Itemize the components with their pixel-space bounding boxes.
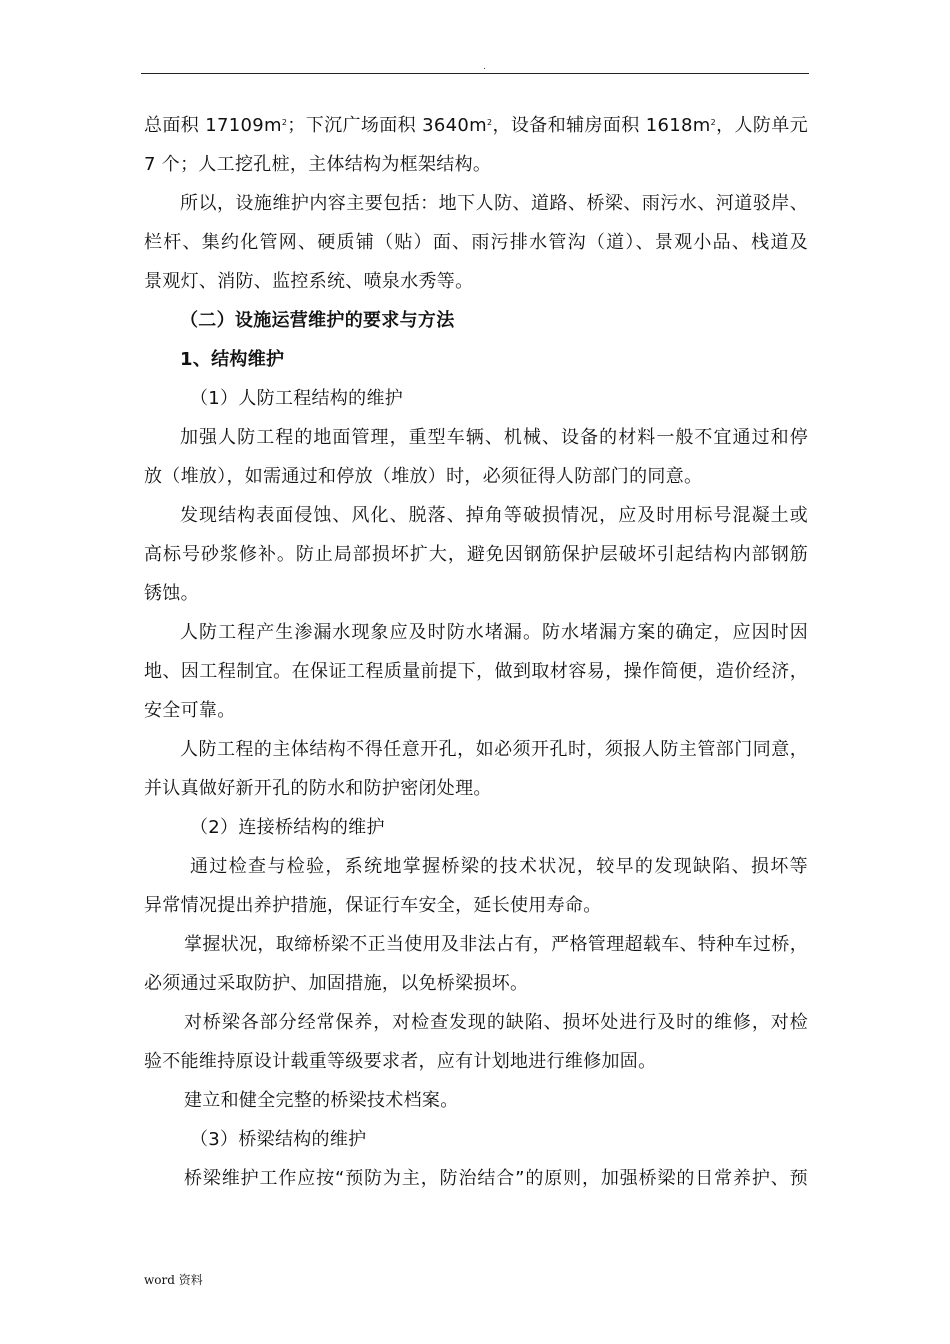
paragraph-line: 地、因工程制宜。在保证工程质量前提下，做到取材容易，操作简便，造价经济， <box>144 661 808 682</box>
paragraph-line: 掌握状况，取缔桥梁不正当使用及非法占有，严格管理超载车、特种车过桥， <box>184 934 808 955</box>
superscript: 2 <box>487 118 493 127</box>
subsection-heading: （1）人防工程结构的维护 <box>190 388 404 409</box>
paragraph-line: 放（堆放），如需通过和停放（堆放）时，必须征得人防部门的同意。 <box>144 466 703 487</box>
text-run: ；下沉广场面积 3640m <box>287 115 488 136</box>
paragraph-line: 人防工程产生渗漏水现象应及时防水堵漏。防水堵漏方案的确定，应因时因 <box>180 622 808 643</box>
paragraph-line: 人防工程的主体结构不得任意开孔，如必须开孔时，须报人防主管部门同意， <box>180 739 808 760</box>
paragraph-line: 通过检查与检验，系统地掌握桥梁的技术状况，较早的发现缺陷、损坏等 <box>190 856 808 877</box>
paragraph-line: 并认真做好新开孔的防水和防护密闭处理。 <box>144 778 492 799</box>
text-run: ，人防单元 <box>716 115 808 136</box>
subsection-heading: 1、结构维护 <box>180 349 285 370</box>
paragraph-line: 桥梁维护工作应按“预防为主，防治结合”的原则，加强桥梁的日常养护、预 <box>184 1168 808 1189</box>
header-rule <box>141 73 809 74</box>
paragraph-line: 安全可靠。 <box>144 700 236 721</box>
paragraph-line: 对桥梁各部分经常保养，对检查发现的缺陷、损坏处进行及时的维修，对检 <box>184 1012 808 1033</box>
paragraph-line: 7 个；人工挖孔桩，主体结构为框架结构。 <box>144 154 492 175</box>
paragraph-line: 发现结构表面侵蚀、风化、脱落、掉角等破损情况，应及时用标号混凝土或 <box>180 505 808 526</box>
section-heading: （二）设施运营维护的要求与方法 <box>180 310 455 331</box>
paragraph-line: 必须通过采取防护、加固措施，以免桥梁损坏。 <box>144 973 529 994</box>
text-run: ，设备和辅房面积 1618m <box>492 115 711 136</box>
superscript: 2 <box>281 118 288 127</box>
header-mark: . <box>483 62 486 72</box>
paragraph-line: 异常情况提出养护措施，保证行车安全，延长使用寿命。 <box>144 895 602 916</box>
text-run: 总面积 17109m <box>144 115 282 136</box>
paragraph-line: 加强人防工程的地面管理，重型车辆、机械、设备的材料一般不宜通过和停 <box>180 427 808 448</box>
paragraph-line: 锈蚀。 <box>144 583 199 604</box>
paragraph-line <box>144 106 808 145</box>
superscript: 2 <box>710 118 717 127</box>
subsection-heading: （3）桥梁结构的维护 <box>190 1129 367 1150</box>
paragraph-line: 高标号砂浆修补。防止局部损坏扩大，避免因钢筋保护层破坏引起结构内部钢筋 <box>144 544 808 565</box>
paragraph-line: 验不能维持原设计载重等级要求者，应有计划地进行维修加固。 <box>144 1051 657 1072</box>
subsection-heading: （2）连接桥结构的维护 <box>190 817 385 838</box>
footer-label: word 资料 <box>144 1273 203 1287</box>
paragraph-line: 所以，设施维护内容主要包括：地下人防、道路、桥梁、雨污水、河道驳岸、 <box>180 193 808 214</box>
paragraph-line: 建立和健全完整的桥梁技术档案。 <box>184 1090 459 1111</box>
document-body <box>144 106 808 1198</box>
paragraph-line: 栏杆、集约化管网、硬质铺（贴）面、雨污排水管沟（道）、景观小品、栈道及 <box>144 232 808 253</box>
paragraph-line: 景观灯、消防、监控系统、喷泉水秀等。 <box>144 271 474 292</box>
